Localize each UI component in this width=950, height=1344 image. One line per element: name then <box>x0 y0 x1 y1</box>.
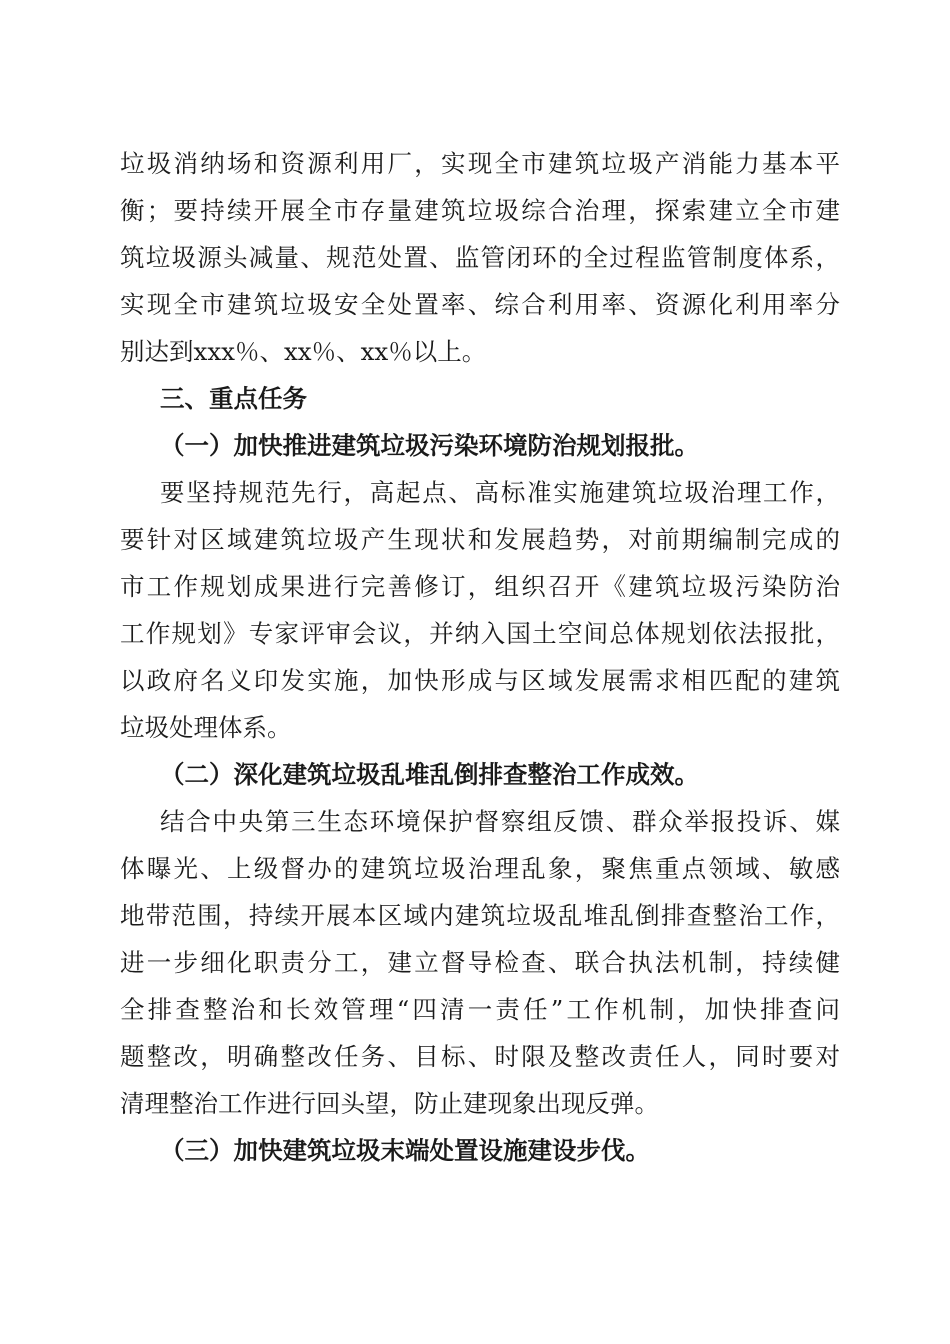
paragraph-line: 体曝光、上级督办的建筑垃圾治理乱象，聚焦重点领域、敏感 <box>120 854 840 883</box>
paragraph-line: 全排查整治和长效管理“四清一责任”工作机制，加快排查问 <box>120 995 840 1024</box>
paragraph-line: 衡；要持续开展全市存量建筑垃圾综合治理，探索建立全市建 <box>120 196 840 225</box>
subsection-2-paragraph <box>120 798 840 1127</box>
section-heading: 三、重点任务 <box>160 384 307 413</box>
paragraph-line: 工作规划》专家评审会议，并纳入国土空间总体规划依法报批， <box>120 619 840 648</box>
paragraph-line: 题整改，明确整改任务、目标、时限及整改责任人，同时要对 <box>120 1042 840 1071</box>
paragraph-line: 要坚持规范先行，高起点、高标准实施建筑垃圾治理工作， <box>160 478 840 507</box>
subsection-heading-1: （一）加快推进建筑垃圾污染环境防治规划报批。 <box>160 431 699 460</box>
subsection-heading-2: （二）深化建筑垃圾乱堆乱倒排查整治工作成效。 <box>160 760 699 789</box>
paragraph-line: 实现全市建筑垃圾安全处置率、综合利用率、资源化利用率分 <box>120 290 840 319</box>
subsection-heading-3: （三）加快建筑垃圾末端处置设施建设步伐。 <box>160 1136 650 1165</box>
paragraph-line: 筑垃圾源头减量、规范处置、监管闭环的全过程监管制度体系， <box>120 243 840 272</box>
paragraph-line: 垃圾消纳场和资源利用厂，实现全市建筑垃圾产消能力基本平 <box>120 149 840 178</box>
paragraph-line: 清理整治工作进行回头望，防止建现象出现反弹。 <box>120 1089 659 1118</box>
subsection-1-paragraph <box>120 469 840 751</box>
paragraph-line: 地带范围，持续开展本区域内建筑垃圾乱堆乱倒排查整治工作， <box>120 901 840 930</box>
paragraph-line: 以政府名义印发实施，加快形成与区域发展需求相匹配的建筑 <box>120 666 840 695</box>
paragraph-line: 进一步细化职责分工，建立督导检查、联合执法机制，持续健 <box>120 948 840 977</box>
paragraph-line: 市工作规划成果进行完善修订，组织召开《建筑垃圾污染防治 <box>120 572 840 601</box>
paragraph-line: 别达到xxx％、xx％、xx％以上。 <box>120 337 487 366</box>
document-body <box>120 140 840 1174</box>
intro-paragraph <box>120 140 840 375</box>
paragraph-line: 要针对区域建筑垃圾产生现状和发展趋势，对前期编制完成的 <box>120 525 840 554</box>
paragraph-line: 垃圾处理体系。 <box>120 713 292 742</box>
paragraph-line: 结合中央第三生态环境保护督察组反馈、群众举报投诉、媒 <box>160 807 840 836</box>
